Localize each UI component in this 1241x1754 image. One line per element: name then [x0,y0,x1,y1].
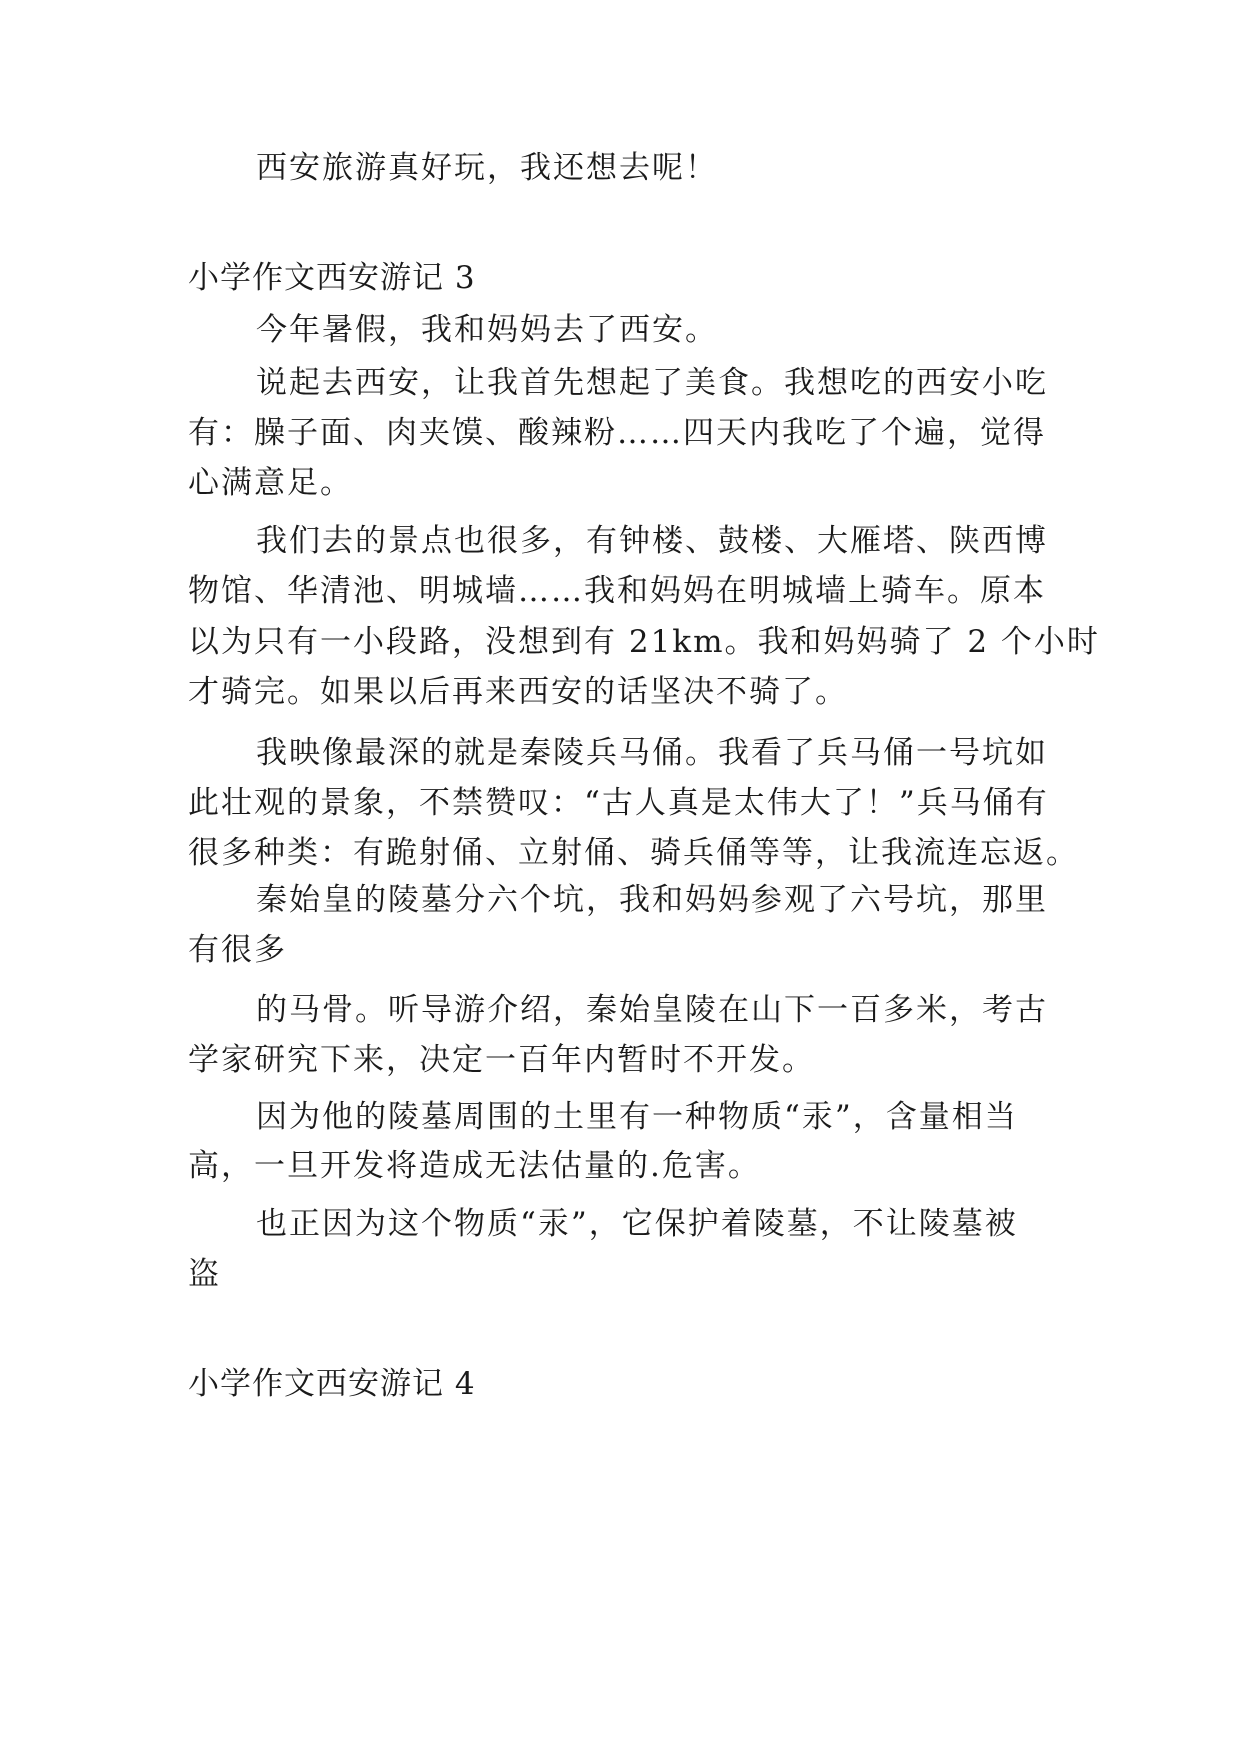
essay-3-line: 物馆、华清池、明城墙……我和妈妈在明城墙上骑车。原本 [188,573,1046,609]
essay-3-line: 心满意足。 [188,465,353,501]
essay-3-line: 也正因为这个物质“汞”，它保护着陵墓，不让陵墓被 [256,1206,1018,1242]
essay-3-line: 秦始皇的陵墓分六个坑，我和妈妈参观了六号坑，那里 [256,882,1048,918]
essay-3-line: 学家研究下来，决定一百年内暂时不开发。 [188,1042,815,1078]
essay-3-line: 以为只有一小段路，没想到有 21km。我和妈妈骑了 2 个小时 [188,624,1100,660]
essay-3-line: 盗 [188,1256,221,1292]
essay-3-line: 很多种类：有跪射俑、立射俑、骑兵俑等等，让我流连忘返。 [188,835,1079,871]
essay-3-title: 小学作文西安游记 3 [188,260,476,296]
essay-3-line: 因为他的陵墓周围的土里有一种物质“汞”，含量相当 [256,1099,1018,1135]
essay-3-line: 有：臊子面、肉夹馍、酸辣粉……四天内我吃了个遍，觉得 [188,415,1046,451]
closing-paragraph: 西安旅游真好玩，我还想去呢！ [256,150,718,186]
essay-3-line: 此壮观的景象，不禁赞叹：“古人真是太伟大了！”兵马俑有 [188,785,1049,821]
essay-3-line: 才骑完。如果以后再来西安的话坚决不骑了。 [188,674,848,710]
essay-4-title: 小学作文西安游记 4 [188,1366,476,1402]
essay-3-line: 我们去的景点也很多，有钟楼、鼓楼、大雁塔、陕西博 [256,523,1048,559]
essay-3-line: 说起去西安，让我首先想起了美食。我想吃的西安小吃 [256,365,1048,401]
essay-3-line: 有很多 [188,932,287,968]
essay-3-line: 的马骨。听导游介绍，秦始皇陵在山下一百多米，考古 [256,992,1048,1028]
essay-3-line: 今年暑假，我和妈妈去了西安。 [256,312,718,348]
essay-3-line: 我映像最深的就是秦陵兵马俑。我看了兵马俑一号坑如 [256,735,1048,771]
essay-3-line: 高，一旦开发将造成无法估量的.危害。 [188,1148,761,1184]
